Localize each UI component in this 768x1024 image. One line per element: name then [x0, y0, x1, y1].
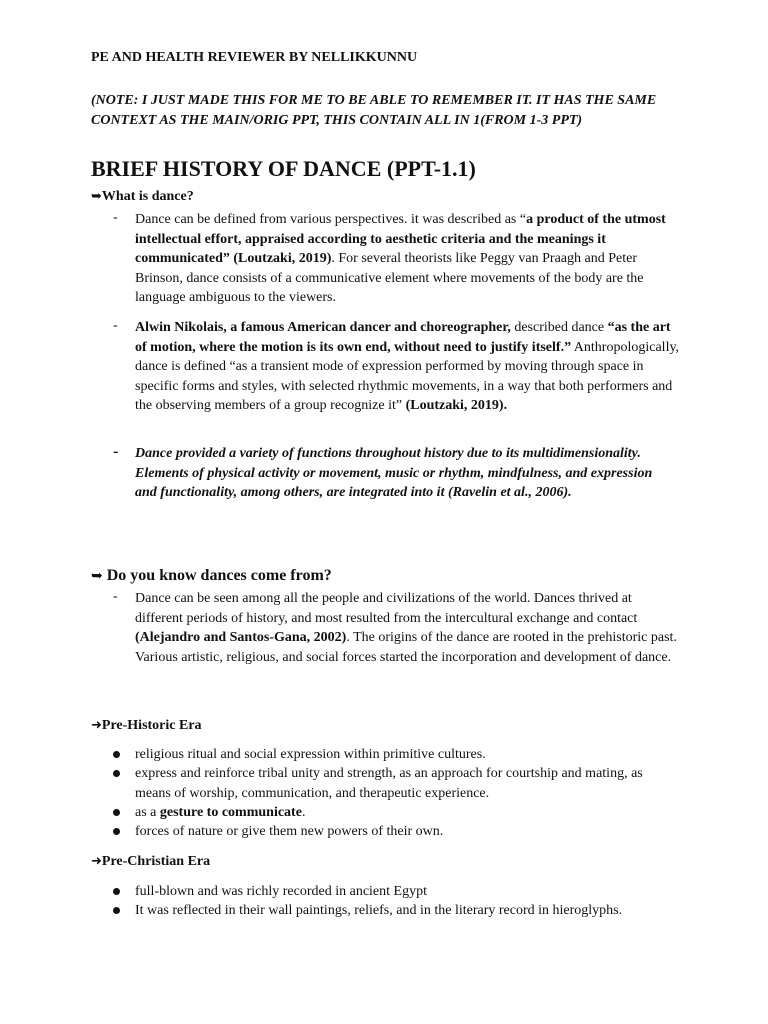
list-item: It was reflected in their wall paintings, reliefs, and in the literary record in hieroglyphs.	[135, 903, 623, 918]
text-run: . For several theorists like Peggy van Praagh and Peter Brinson, dance consists of a communicative element where movements of the body are the language ambiguous to the viewers.	[135, 251, 644, 305]
list-item: express and reinforce tribal unity and strength, as an approach for courtship and mating, as means of worship, communication, and therapeutic experience.	[135, 766, 643, 801]
subheading-prechristian	[91, 852, 210, 872]
subheading-prehistoric	[91, 716, 202, 736]
paragraph-origins	[135, 589, 680, 667]
bullet-dot	[113, 751, 120, 758]
subheading-text: Pre-Historic Era	[101, 718, 202, 733]
right-arrow-icon: ➜	[91, 718, 102, 733]
section-heading-origins	[91, 566, 332, 586]
dash-marker: -	[113, 318, 118, 333]
paragraph-nikolais	[135, 318, 683, 416]
heading-text: Do you know dances come from?	[106, 567, 332, 584]
citation-bold: (Alejandro and Santos-Gana, 2002)	[135, 630, 347, 645]
quote-bold: a product of the utmost intellectual effort, appraised according to aesthetic criteria and the meanings it communicated” (Loutzaki, 2019)	[135, 212, 666, 266]
text-bold: Alwin Nikolais, a famous American dancer and choreographer,	[135, 320, 511, 335]
dash-marker: -	[113, 210, 118, 225]
bullet-dot	[113, 907, 120, 914]
subheading-text: Pre-Christian Era	[101, 854, 211, 869]
section-heading-history: BRIEF HISTORY OF DANCE (PPT-1.1)	[91, 156, 476, 181]
paragraph-definition	[135, 210, 687, 308]
document-title: PE AND HEALTH REVIEWER BY NELLIKKUNNU	[91, 50, 418, 65]
note-line-1: (NOTE: I JUST MADE THIS FOR ME TO BE ABLE TO REMEMBER IT. IT HAS THE SAME	[91, 93, 657, 108]
list-item: religious ritual and social expression within primitive cultures.	[135, 747, 486, 762]
text-run: Anthropologically, dance is defined “as a transient mode of expression performed by moving through space in specific forms and styles, with selected rhythmic movements, in a way that both performers and the observing members of a group recognize it”	[135, 339, 680, 413]
bullet-arrow-icon: ➥	[91, 189, 102, 204]
dash-marker: -	[113, 443, 119, 460]
list-item: full-blown and was richly recorded in ancient Egypt	[135, 884, 427, 899]
bullet-dot	[113, 888, 120, 895]
subheading-text: What is dance?	[101, 189, 194, 204]
bullet-arrow-icon: ➥	[91, 568, 103, 584]
text-run: .	[301, 805, 306, 820]
right-arrow-icon: ➜	[91, 854, 102, 869]
text-run: described dance	[510, 320, 608, 335]
dash-marker: -	[113, 589, 118, 604]
text-run: Dance can be seen among all the people and civilizations of the world. Dances thrived at different periods of history, and most resulted from the intercultural exchange and contact	[135, 591, 638, 626]
subheading-what-is-dance	[91, 187, 194, 207]
bullet-dot	[113, 809, 120, 816]
bullet-dot	[113, 770, 120, 777]
list-item	[135, 803, 695, 823]
text-bold: gesture to communicate	[159, 805, 302, 820]
note-line-2: CONTEXT AS THE MAIN/ORIG PPT, THIS CONTAIN ALL IN 1(FROM 1-3 PPT)	[91, 113, 583, 128]
list-item: forces of nature or give them new powers of their own.	[135, 824, 444, 839]
citation-bold: (Loutzaki, 2019).	[405, 398, 508, 413]
paragraph-functions: Dance provided a variety of functions throughout history due to its multidimensionality. Elements of physical activity or movement, music or rhythm, mindfulness, and expression and functionality, among others, are integrated into it (Ravelin et al., 2006).	[135, 446, 653, 500]
quote-bold: “as the art of motion, where the motion is its own end, without need to justify itself.”	[135, 320, 671, 355]
text-run: as a	[135, 805, 160, 820]
text-run: . The origins of the dance are rooted in the prehistoric past. Various artistic, religious, and social forces started the incorporation and development of dance.	[135, 630, 677, 665]
text-run: Dance can be defined from various perspectives. it was described as “	[135, 212, 527, 227]
bullet-dot	[113, 828, 120, 835]
